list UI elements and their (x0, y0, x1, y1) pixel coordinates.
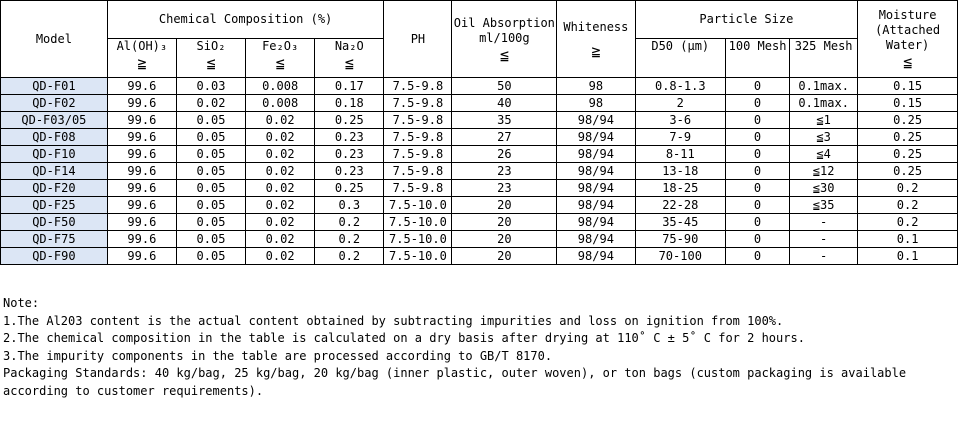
al-oh3-cell: 99.6 (107, 197, 176, 214)
fe2o3-label: Fe₂O₃ (262, 39, 299, 53)
mesh325-cell: - (790, 231, 858, 248)
header-particle-size: Particle Size (635, 1, 858, 39)
table-row (1, 197, 958, 214)
table-row (1, 231, 958, 248)
fe2o3-cell: 0.02 (246, 197, 315, 214)
mesh325-cell: ≦1 (790, 112, 858, 129)
d50-cell: 2 (635, 95, 726, 112)
sio2-cell: 0.05 (176, 180, 245, 197)
table-row (1, 248, 958, 265)
mesh325-cell: ≦35 (790, 197, 858, 214)
d50-cell: 8-11 (635, 146, 726, 163)
mesh325-cell: ≦30 (790, 180, 858, 197)
na2o-cell: 0.25 (315, 112, 384, 129)
moisture-cell: 0.2 (858, 197, 958, 214)
al-oh3-cell: 99.6 (107, 129, 176, 146)
header-d50: D50 (μm) (635, 39, 726, 78)
header-sio2 (176, 39, 245, 78)
d50-cell: 75-90 (635, 231, 726, 248)
ph-cell: 7.5-10.0 (384, 197, 452, 214)
le-symbol: ≦ (275, 54, 285, 72)
sio2-cell: 0.05 (176, 197, 245, 214)
al-oh3-cell: 99.6 (107, 78, 176, 95)
mesh100-cell: 0 (726, 197, 790, 214)
fe2o3-cell: 0.008 (246, 78, 315, 95)
mesh325-cell: 0.1max. (790, 78, 858, 95)
whiteness-cell: 98/94 (557, 180, 635, 197)
header-oil-absorption (452, 1, 557, 78)
whiteness-label: Whiteness (563, 19, 629, 34)
header-325-mesh: 325 Mesh (790, 39, 858, 78)
moisture-cell: 0.2 (858, 214, 958, 231)
note-item: 3.The impurity components in the table are processed according to GB/T 8170. (3, 348, 553, 363)
sio2-cell: 0.05 (176, 163, 245, 180)
header-al-oh3 (107, 39, 176, 78)
fe2o3-cell: 0.008 (246, 95, 315, 112)
al-oh3-cell: 99.6 (107, 180, 176, 197)
na2o-cell: 0.23 (315, 146, 384, 163)
d50-cell: 18-25 (635, 180, 726, 197)
al-oh3-cell: 99.6 (107, 112, 176, 129)
model-cell: QD-F90 (1, 248, 108, 265)
fe2o3-cell: 0.02 (246, 146, 315, 163)
fe2o3-cell: 0.02 (246, 129, 315, 146)
table-row (1, 78, 958, 95)
mesh100-cell: 0 (726, 78, 790, 95)
model-cell: QD-F25 (1, 197, 108, 214)
mesh325-cell: 0.1max. (790, 95, 858, 112)
oil-absorption-cell: 26 (452, 146, 557, 163)
mesh100-cell: 0 (726, 95, 790, 112)
sio2-cell: 0.03 (176, 78, 245, 95)
oil-absorption-cell: 40 (452, 95, 557, 112)
oil-absorption-cell: 27 (452, 129, 557, 146)
header-chemical-composition: Chemical Composition (%) (107, 1, 384, 39)
whiteness-cell: 98/94 (557, 197, 635, 214)
d50-cell: 3-6 (635, 112, 726, 129)
ph-cell: 7.5-9.8 (384, 112, 452, 129)
d50-cell: 13-18 (635, 163, 726, 180)
d50-cell: 70-100 (635, 248, 726, 265)
le-symbol: ≦ (344, 54, 354, 72)
mesh100-cell: 0 (726, 163, 790, 180)
oil-absorption-cell: 20 (452, 214, 557, 231)
moisture-cell: 0.25 (858, 163, 958, 180)
na2o-cell: 0.23 (315, 129, 384, 146)
na2o-cell: 0.2 (315, 231, 384, 248)
whiteness-cell: 98/94 (557, 112, 635, 129)
na2o-cell: 0.3 (315, 197, 384, 214)
ph-cell: 7.5-10.0 (384, 214, 452, 231)
fe2o3-cell: 0.02 (246, 180, 315, 197)
table-row (1, 129, 958, 146)
na2o-cell: 0.18 (315, 95, 384, 112)
mesh100-cell: 0 (726, 214, 790, 231)
table-row (1, 180, 958, 197)
le-symbol: ≦ (206, 54, 216, 72)
le-symbol: ≦ (903, 53, 913, 71)
header-na2o (315, 39, 384, 78)
table-row (1, 163, 958, 180)
ph-cell: 7.5-9.8 (384, 163, 452, 180)
model-cell: QD-F20 (1, 180, 108, 197)
oil-absorption-cell: 23 (452, 163, 557, 180)
model-cell: QD-F03/05 (1, 112, 108, 129)
na2o-cell: 0.17 (315, 78, 384, 95)
oil-absorption-cell: 35 (452, 112, 557, 129)
moisture-label: Moisture (Attached Water) (875, 8, 941, 52)
moisture-cell: 0.25 (858, 146, 958, 163)
whiteness-cell: 98/94 (557, 129, 635, 146)
model-cell: QD-F50 (1, 214, 108, 231)
header-whiteness (557, 1, 635, 78)
table-row (1, 112, 958, 129)
al-oh3-cell: 99.6 (107, 95, 176, 112)
fe2o3-cell: 0.02 (246, 112, 315, 129)
moisture-cell: 0.1 (858, 231, 958, 248)
sio2-cell: 0.05 (176, 129, 245, 146)
table-row (1, 95, 958, 112)
mesh325-cell: - (790, 248, 858, 265)
sio2-label: SiO₂ (196, 39, 226, 53)
ph-cell: 7.5-9.8 (384, 146, 452, 163)
whiteness-cell: 98 (557, 78, 635, 95)
whiteness-cell: 98/94 (557, 146, 635, 163)
moisture-cell: 0.15 (858, 78, 958, 95)
model-cell: QD-F08 (1, 129, 108, 146)
oil-absorption-cell: 20 (452, 248, 557, 265)
d50-cell: 35-45 (635, 214, 726, 231)
al-oh3-cell: 99.6 (107, 214, 176, 231)
sio2-cell: 0.05 (176, 231, 245, 248)
mesh100-cell: 0 (726, 112, 790, 129)
header-fe2o3 (246, 39, 315, 78)
ph-cell: 7.5-9.8 (384, 180, 452, 197)
al-oh3-cell: 99.6 (107, 231, 176, 248)
d50-cell: 22-28 (635, 197, 726, 214)
fe2o3-cell: 0.02 (246, 214, 315, 231)
na2o-cell: 0.2 (315, 214, 384, 231)
model-cell: QD-F10 (1, 146, 108, 163)
mesh325-cell: ≦12 (790, 163, 858, 180)
table-row (1, 214, 958, 231)
al-oh3-label: Al(OH)₃ (116, 39, 168, 53)
mesh325-cell: ≦4 (790, 146, 858, 163)
na2o-label: Na₂O (334, 39, 364, 53)
oil-absorption-cell: 20 (452, 197, 557, 214)
header-100-mesh: 100 Mesh (726, 39, 790, 78)
fe2o3-cell: 0.02 (246, 163, 315, 180)
ph-cell: 7.5-9.8 (384, 129, 452, 146)
notes-title: Note: (3, 296, 40, 310)
al-oh3-cell: 99.6 (107, 163, 176, 180)
mesh100-cell: 0 (726, 231, 790, 248)
model-cell: QD-F75 (1, 231, 108, 248)
whiteness-cell: 98/94 (557, 214, 635, 231)
ph-cell: 7.5-9.8 (384, 78, 452, 95)
moisture-cell: 0.25 (858, 129, 958, 146)
table-row (1, 146, 958, 163)
al-oh3-cell: 99.6 (107, 248, 176, 265)
le-symbol: ≦ (499, 45, 509, 64)
d50-cell: 0.8-1.3 (635, 78, 726, 95)
al-oh3-cell: 99.6 (107, 146, 176, 163)
moisture-cell: 0.25 (858, 112, 958, 129)
note-item: 2.The chemical composition in the table is calculated on a dry basis after drying at 110˚ C ± 5˚ C for 2 hours. (3, 331, 805, 345)
fe2o3-cell: 0.02 (246, 248, 315, 265)
model-cell: QD-F02 (1, 95, 108, 112)
sio2-cell: 0.02 (176, 95, 245, 112)
d50-cell: 7-9 (635, 129, 726, 146)
oil-absorption-cell: 23 (452, 180, 557, 197)
ph-cell: 7.5-10.0 (384, 231, 452, 248)
mesh325-cell: - (790, 214, 858, 231)
sio2-cell: 0.05 (176, 112, 245, 129)
whiteness-cell: 98/94 (557, 163, 635, 180)
mesh100-cell: 0 (726, 248, 790, 265)
table-body (1, 78, 958, 265)
ph-cell: 7.5-10.0 (384, 248, 452, 265)
moisture-cell: 0.15 (858, 95, 958, 112)
header-model: Model (1, 1, 108, 78)
notes-section (3, 295, 958, 400)
header-ph: PH (384, 1, 452, 78)
header-moisture (858, 1, 958, 78)
model-cell: QD-F14 (1, 163, 108, 180)
note-item: 1.The Al203 content is the actual content obtained by subtracting impurities and loss on ignition from 100%. (3, 313, 784, 328)
oil-absorption-cell: 20 (452, 231, 557, 248)
whiteness-cell: 98 (557, 95, 635, 112)
na2o-cell: 0.2 (315, 248, 384, 265)
ph-cell: 7.5-9.8 (384, 95, 452, 112)
whiteness-cell: 98/94 (557, 231, 635, 248)
mesh100-cell: 0 (726, 180, 790, 197)
mesh100-cell: 0 (726, 129, 790, 146)
whiteness-cell: 98/94 (557, 248, 635, 265)
ge-symbol: ≧ (137, 54, 147, 72)
moisture-cell: 0.1 (858, 248, 958, 265)
na2o-cell: 0.23 (315, 163, 384, 180)
sio2-cell: 0.05 (176, 146, 245, 163)
oil-absorption-label: Oil Absorption ml/100g (453, 15, 555, 45)
na2o-cell: 0.25 (315, 180, 384, 197)
mesh100-cell: 0 (726, 146, 790, 163)
mesh325-cell: ≦3 (790, 129, 858, 146)
moisture-cell: 0.2 (858, 180, 958, 197)
oil-absorption-cell: 50 (452, 78, 557, 95)
packaging-standards: Packaging Standards: 40 kg/bag, 25 kg/bag, 20 kg/bag (inner plastic, outer woven), or ton bags (custom packaging is available according to customer requirements). (3, 366, 907, 398)
sio2-cell: 0.05 (176, 214, 245, 231)
ge-symbol: ≧ (591, 41, 601, 60)
model-cell: QD-F01 (1, 78, 108, 95)
fe2o3-cell: 0.02 (246, 231, 315, 248)
sio2-cell: 0.05 (176, 248, 245, 265)
